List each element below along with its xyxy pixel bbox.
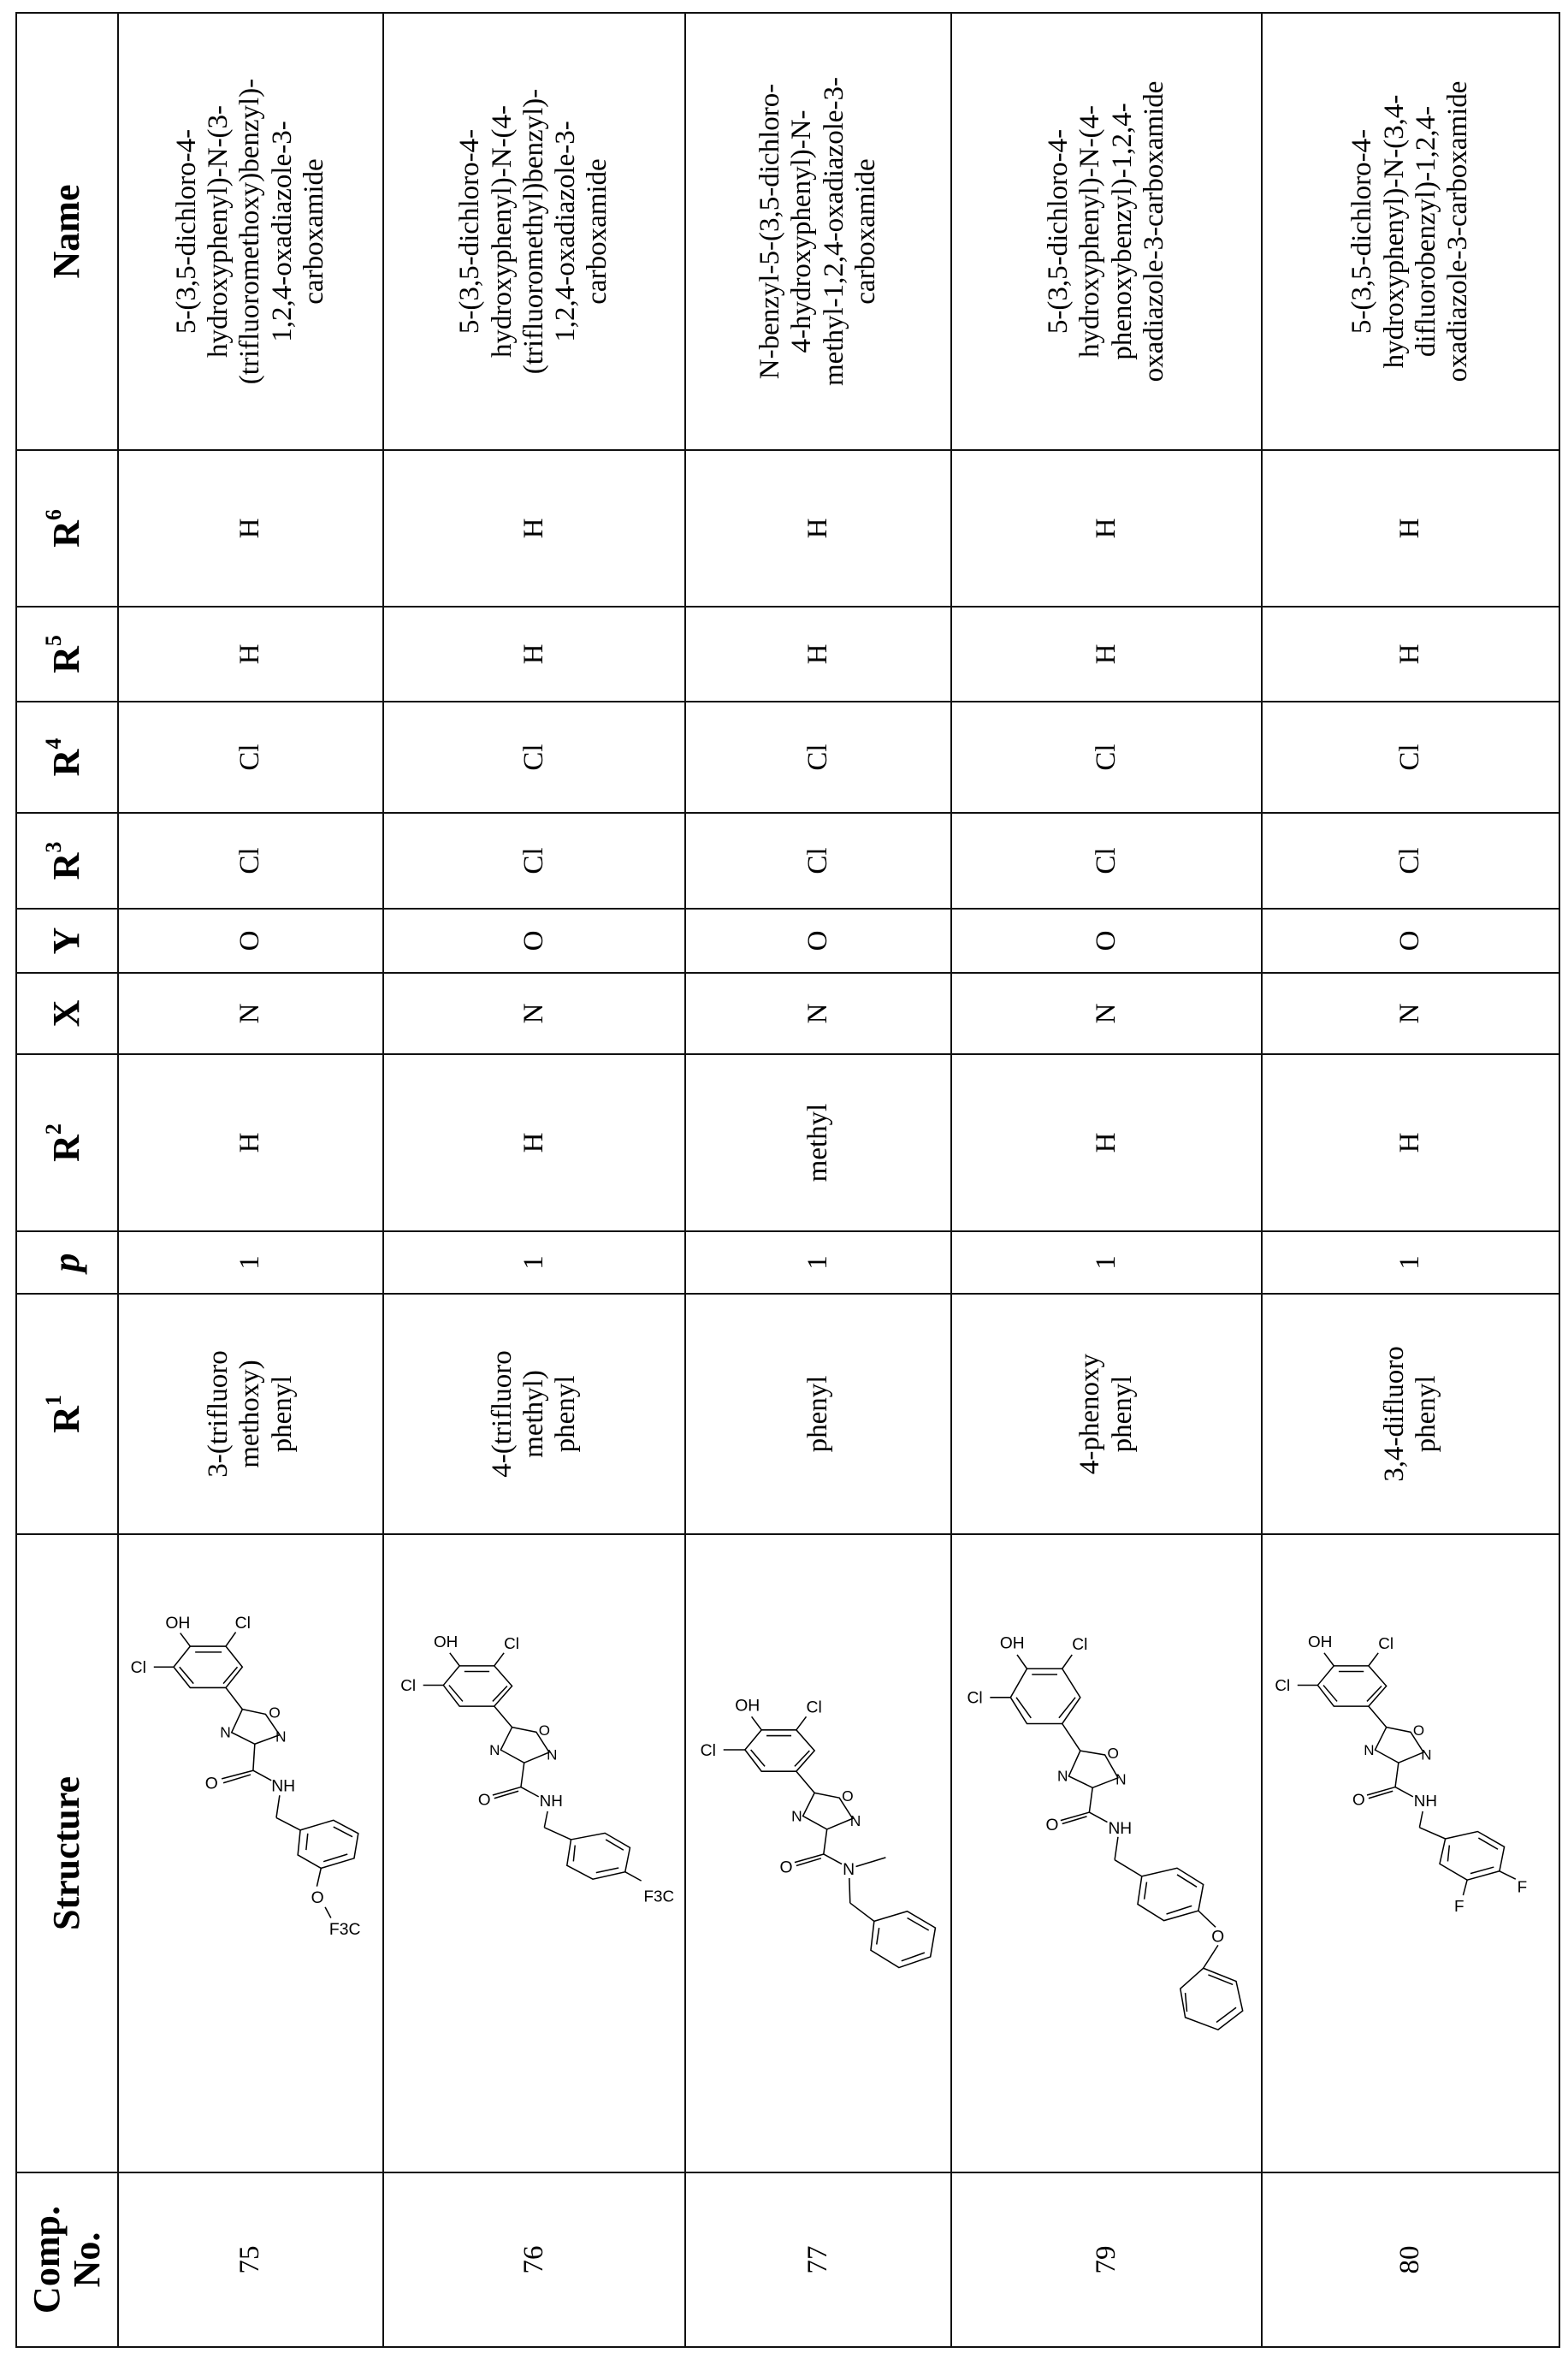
header-comp-no: Comp. No. <box>16 2172 118 2347</box>
svg-text:N: N <box>1421 1746 1432 1763</box>
cell-y: O <box>118 909 383 973</box>
cell-x: N <box>118 973 383 1054</box>
svg-text:OH: OH <box>999 1634 1025 1653</box>
svg-text:O: O <box>311 1888 324 1908</box>
cell-comp-no: 75 <box>118 2172 383 2347</box>
svg-text:O: O <box>538 1722 550 1740</box>
header-r3 <box>16 813 118 909</box>
cell-x: N <box>383 973 685 1054</box>
cell-x: N <box>685 973 951 1054</box>
svg-text:Cl: Cl <box>1378 1635 1394 1654</box>
cell-r1: 4-(trifluoro methyl) phenyl <box>383 1294 685 1534</box>
cell-r2: H <box>118 1054 383 1231</box>
svg-text:O: O <box>1412 1722 1425 1740</box>
chemical-structure-80-icon <box>1265 1537 1556 2170</box>
cell-p: 1 <box>118 1231 383 1294</box>
cell-x: N <box>1262 973 1559 1054</box>
cell-r5: H <box>118 607 383 702</box>
svg-text:O: O <box>841 1787 854 1805</box>
header-structure: Structure <box>16 1534 118 2172</box>
svg-text:Cl: Cl <box>234 1613 251 1633</box>
header-r5-sup: 5 <box>41 635 67 647</box>
cell-r5: H <box>951 607 1262 702</box>
cell-r1: phenyl <box>685 1294 951 1534</box>
svg-text:Cl: Cl <box>1275 1677 1291 1696</box>
svg-text:Cl: Cl <box>399 1677 416 1696</box>
table-row <box>951 13 1262 2347</box>
svg-text:N: N <box>488 1741 500 1758</box>
svg-text:O: O <box>1106 1744 1119 1762</box>
header-y: Y <box>16 909 118 973</box>
cell-r6: H <box>383 450 685 607</box>
svg-text:Cl: Cl <box>1071 1636 1087 1655</box>
svg-text:NH: NH <box>1413 1793 1438 1811</box>
svg-text:Cl: Cl <box>967 1689 983 1708</box>
cell-name: 5-(3,5-dichloro-4- hydroxyphenyl)-N-(4- phenoxybenzyl)-1,2,4- oxadiazole-3-carboxamide <box>951 13 1262 450</box>
header-r3-label: R <box>45 852 88 880</box>
svg-text:N: N <box>1364 1741 1375 1758</box>
cell-comp-no: 80 <box>1262 2172 1559 2347</box>
cell-r3: Cl <box>383 813 685 909</box>
cell-comp-no: 76 <box>383 2172 685 2347</box>
cell-comp-no: 77 <box>685 2172 951 2347</box>
cell-y: O <box>685 909 951 973</box>
cell-r3: Cl <box>685 813 951 909</box>
cell-r4: Cl <box>1262 702 1559 813</box>
svg-text:O: O <box>204 1774 218 1793</box>
svg-text:NH: NH <box>539 1793 563 1811</box>
cell-r4: Cl <box>118 702 383 813</box>
cell-r3: Cl <box>1262 813 1559 909</box>
cell-r6: H <box>1262 450 1559 607</box>
header-r4 <box>16 702 118 813</box>
svg-text:O: O <box>1210 1928 1224 1947</box>
svg-text:Cl: Cl <box>503 1635 519 1654</box>
cell-r2: H <box>1262 1054 1559 1231</box>
cell-r2: H <box>383 1054 685 1231</box>
cell-name: N-benzyl-5-(3,5-dichloro- 4-hydroxyphenyl)-N- methyl-1,2,4-oxadiazole-3- carboxamide <box>685 13 951 450</box>
header-r6-label: R <box>45 520 88 548</box>
chemical-structure-75-icon <box>122 1537 379 2170</box>
svg-text:OH: OH <box>1308 1633 1333 1652</box>
cell-r3: Cl <box>118 813 383 909</box>
cell-p: 1 <box>383 1231 685 1294</box>
svg-text:Cl: Cl <box>130 1658 146 1678</box>
header-r3-sup: 3 <box>41 841 67 853</box>
cell-p: 1 <box>951 1231 1262 1294</box>
svg-text:OH: OH <box>433 1633 458 1652</box>
cell-r4: Cl <box>951 702 1262 813</box>
cell-p: 1 <box>1262 1231 1559 1294</box>
cell-r6: H <box>951 450 1262 607</box>
cell-comp-no: 79 <box>951 2172 1262 2347</box>
cell-r6: H <box>118 450 383 607</box>
header-row <box>16 13 118 2347</box>
header-r2 <box>16 1054 118 1231</box>
cell-p: 1 <box>685 1231 951 1294</box>
cell-name: 5-(3,5-dichloro-4- hydroxyphenyl)-N-(3,4- difluorobenzyl)-1,2,4- oxadiazole-3-carboxamide <box>1262 13 1559 450</box>
header-r6-sup: 6 <box>41 509 67 521</box>
cell-structure <box>1262 1534 1559 2172</box>
chemical-structure-79-icon <box>957 1537 1257 2170</box>
header-p: p <box>16 1231 118 1294</box>
header-r5 <box>16 607 118 702</box>
cell-r5: H <box>1262 607 1559 702</box>
svg-text:OH: OH <box>734 1696 760 1716</box>
cell-y: O <box>1262 909 1559 973</box>
svg-text:OH: OH <box>165 1613 191 1633</box>
cell-r2: H <box>951 1054 1262 1231</box>
svg-text:Cl: Cl <box>805 1698 822 1717</box>
cell-r4: Cl <box>383 702 685 813</box>
cell-structure <box>951 1534 1262 2172</box>
svg-text:F3C: F3C <box>328 1919 361 1939</box>
cell-name: 5-(3,5-dichloro-4- hydroxyphenyl)-N-(4- (trifluoromethyl)benzyl)- 1,2,4-oxadiazole-3- carboxamide <box>383 13 685 450</box>
chemical-structure-76-icon <box>389 1537 680 2170</box>
header-r2-label: R <box>45 1135 88 1162</box>
svg-text:N: N <box>849 1812 861 1830</box>
header-r5-label: R <box>45 646 88 673</box>
svg-text:F: F <box>1517 1878 1528 1897</box>
table-row <box>118 13 383 2347</box>
header-r2-sup: 2 <box>41 1123 67 1135</box>
svg-text:N: N <box>1056 1767 1068 1785</box>
cell-structure <box>383 1534 685 2172</box>
header-x: X <box>16 973 118 1054</box>
svg-text:NH: NH <box>271 1776 296 1796</box>
compound-table <box>15 12 1560 2348</box>
cell-y: O <box>951 909 1262 973</box>
svg-text:NH: NH <box>1107 1819 1132 1838</box>
header-r4-label: R <box>45 749 88 777</box>
header-r1-sup: 1 <box>41 1395 67 1407</box>
cell-r1: 3,4-difluoro phenyl <box>1262 1294 1559 1534</box>
cell-r5: H <box>685 607 951 702</box>
svg-text:N: N <box>546 1746 557 1763</box>
cell-r1: 3-(trifluoro methoxy) phenyl <box>118 1294 383 1534</box>
table-row <box>685 13 951 2347</box>
cell-x: N <box>951 973 1262 1054</box>
cell-structure <box>118 1534 383 2172</box>
cell-r1: 4-phenoxy phenyl <box>951 1294 1262 1534</box>
svg-text:O: O <box>1352 1791 1365 1810</box>
header-r1 <box>16 1294 118 1534</box>
svg-text:N: N <box>220 1723 231 1741</box>
cell-y: O <box>383 909 685 973</box>
svg-text:O: O <box>477 1791 491 1810</box>
header-r1-label: R <box>45 1406 88 1433</box>
cell-name: 5-(3,5-dichloro-4- hydroxyphenyl)-N-(3- (trifluoromethoxy)benzyl)- 1,2,4-oxadiazole-3- carboxamide <box>118 13 383 450</box>
cell-r3: Cl <box>951 813 1262 909</box>
header-r4-sup: 4 <box>41 738 67 750</box>
svg-text:O: O <box>269 1704 281 1722</box>
cell-r4: Cl <box>685 702 951 813</box>
svg-text:N: N <box>842 1860 855 1880</box>
cell-r6: H <box>685 450 951 607</box>
table-row <box>1262 13 1559 2347</box>
header-r6 <box>16 450 118 607</box>
cell-r5: H <box>383 607 685 702</box>
svg-text:F: F <box>1454 1898 1464 1916</box>
svg-text:O: O <box>779 1858 793 1877</box>
table-row <box>383 13 685 2347</box>
svg-text:Cl: Cl <box>700 1740 716 1760</box>
cell-r2: methyl <box>685 1054 951 1231</box>
cell-structure <box>685 1534 951 2172</box>
svg-text:O: O <box>1045 1817 1058 1835</box>
header-name: Name <box>16 13 118 450</box>
svg-text:N: N <box>275 1728 287 1746</box>
chemical-structure-77-icon <box>690 1537 947 2170</box>
svg-text:F3C: F3C <box>643 1888 674 1906</box>
svg-text:N: N <box>1115 1770 1127 1788</box>
svg-text:N: N <box>790 1807 802 1825</box>
